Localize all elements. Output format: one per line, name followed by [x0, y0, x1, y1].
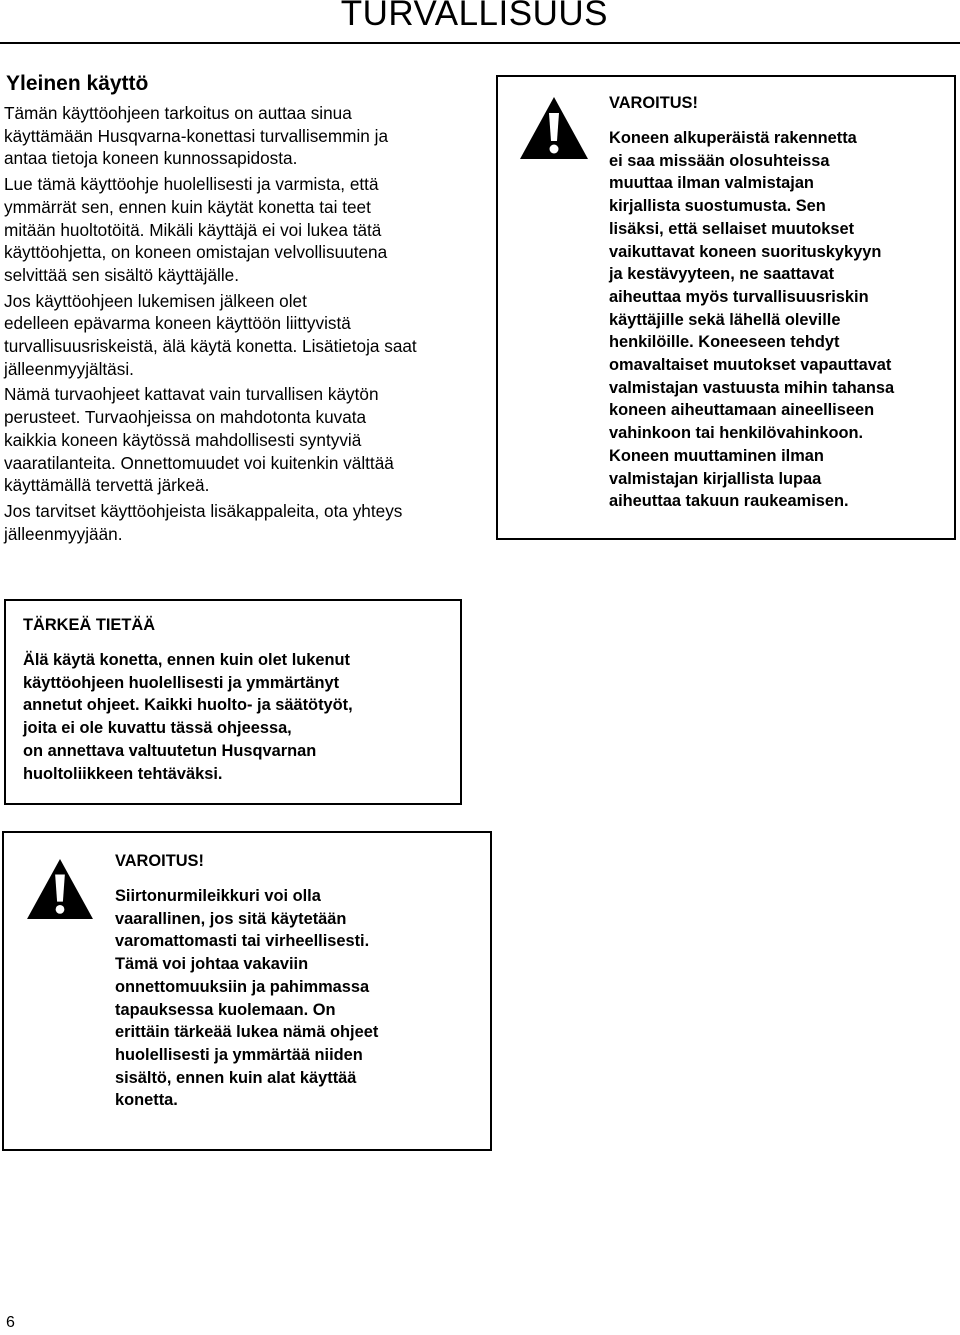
- important-info-box: [4, 599, 462, 805]
- paragraph-uncertain: Jos käyttöohjeen lukemisen jälkeen olet edelleen epävarma koneen käyttöön liittyvistä turvallisuusriskeistä, älä käytä konetta. Lisätietoja saat jälleenmyyjältäsi.: [4, 290, 417, 379]
- warning-triangle-icon: [518, 95, 590, 161]
- warning-text: Siirtonurmileikkuri voi olla vaarallinen, jos sitä käytetään varomattomasti tai virheellisesti. Tämä voi johtaa vakaviin onnettomuuksiin ja pahimmassa tapauksessa kuolemaan. On erittäin tärkeää lukea nämä ohjeet huolellisesti ja ymmärtää niiden sisältö, ennen kuin alat käyttää konetta.: [115, 887, 379, 1110]
- warning-box-mower: [2, 831, 492, 1151]
- paragraph-basics: Nämä turvaohjeet kattavat vain turvallisen käytön perusteet. Turvaohjeissa on mahdotonta kuvata kaikkia koneen käytössä mahdollisesti syntyviä vaaratilanteita. Onnettomuudet voi kuitenkin välttää käyttämällä tervettä järkeä.: [4, 384, 394, 496]
- paragraph-purpose: Tämän käyttöohjeen tarkoitus on auttaa sinua käyttämään Husqvarna-konettasi turvallisemmin ja antaa tietoja koneen kunnossapidosta.: [4, 103, 389, 169]
- warning-text: Koneen alkuperäistä rakennetta ei saa missään olosuhteissa muuttaa ilman valmistajan kirjallista suostumusta. Sen lisäksi, että sellaiset muutokset vaikuttavat koneen suorituskykyyn ja kestävyyteen, ne saattavat aiheuttaa myös turvallisuusriskin käyttäjille sekä lähellä oleville henkilöille. Koneeseen tehdyt omavaltaiset muutokset vapauttavat valmistajan vastuusta mihin tahansa koneen aiheuttamaan aineelliseen vahinkoon tai henkilövahinkoon. Koneen muuttaminen ilman valmistajan kirjallista lupaa aiheuttaa takuun raukeamisen.: [609, 129, 895, 511]
- paragraph-read-carefully: Lue tämä käyttöohje huolellisesti ja varmista, että ymmärrät sen, ennen kuin käytät konetta tai teet mitään huoltotöitä. Mikäli käyttäjä ei voi lukea tätä käyttöohjetta, on koneen omistajan velvollisuutena selvittää sen sisältö käyttäjälle.: [4, 174, 388, 285]
- page-number: 6: [6, 1314, 15, 1331]
- title-divider: [0, 42, 960, 44]
- warning-triangle-icon: [25, 857, 95, 921]
- section-heading-general-use: Yleinen käyttö: [6, 72, 149, 95]
- important-info-label: TÄRKEÄ TIETÄÄ: [23, 616, 156, 634]
- warning-label: VAROITUS!: [115, 852, 204, 870]
- paragraph-extra-copies: Jos tarvitset käyttöohjeista lisäkappaleita, ota yhteys jälleenmyyjään.: [4, 500, 403, 544]
- page-title: TURVALLISUUS: [340, 0, 608, 33]
- warning-box-modifications: [496, 75, 956, 540]
- important-info-text: Älä käytä konetta, ennen kuin olet lukenut käyttöohjeen huolellisesti ja ymmärtänyt annetut ohjeet. Kaikki huolto- ja säätötyöt, joita ei ole kuvattu tässä ohjeessa, on annettava valtuutetun Husqvarnan huoltoliikkeen tehtäväksi.: [23, 651, 353, 783]
- warning-label: VAROITUS!: [609, 94, 698, 112]
- general-use-text: [4, 102, 474, 548]
